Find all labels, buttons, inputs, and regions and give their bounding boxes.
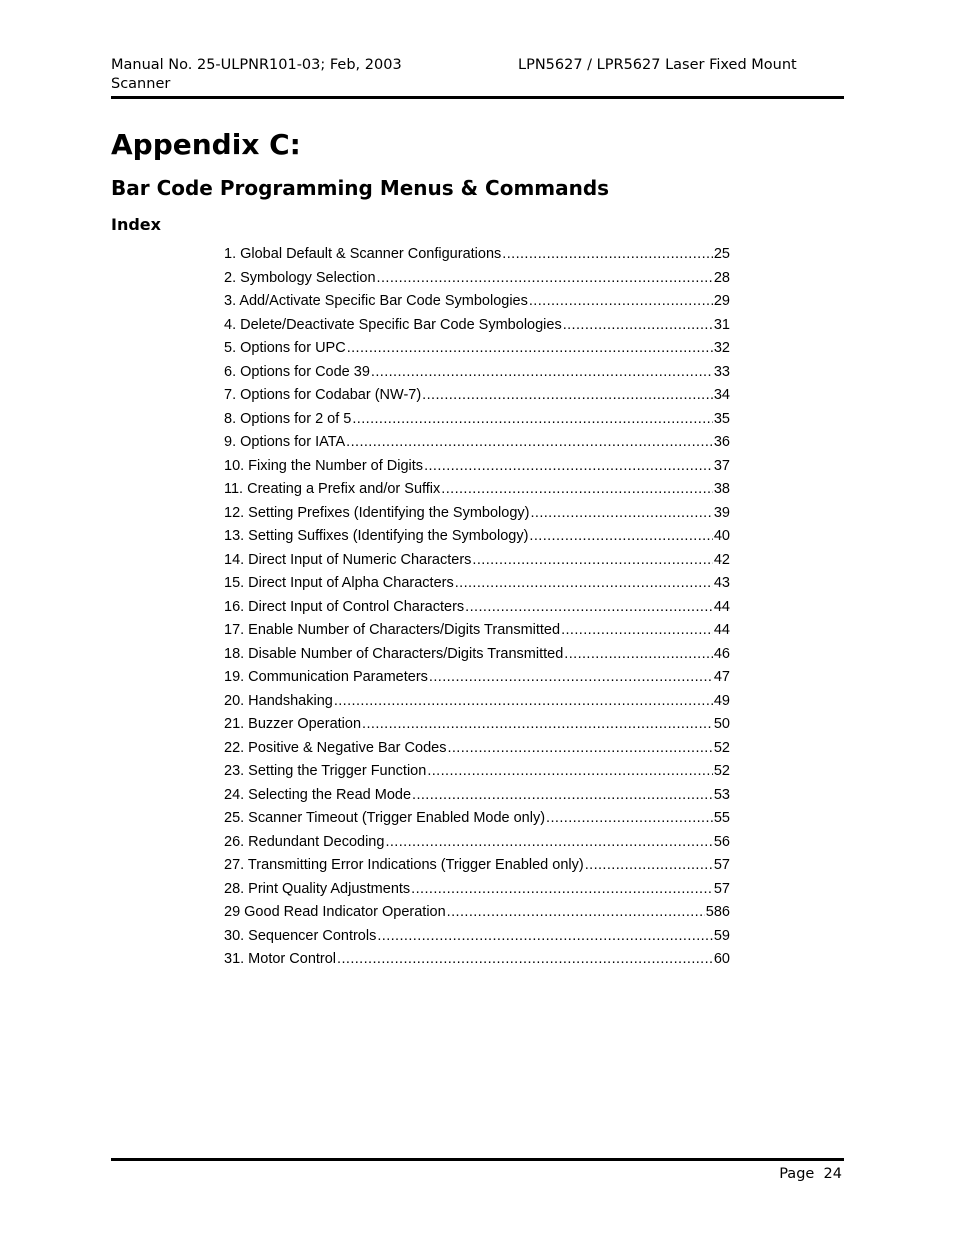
toc-dot-leader (422, 384, 713, 408)
toc-entry-label: 13. Setting Suffixes (Identifying the Symbology) (224, 528, 529, 544)
toc-dot-leader (563, 314, 713, 338)
toc-entry[interactable] (224, 925, 730, 949)
toc-entry[interactable] (224, 361, 730, 385)
toc-entry-label: 27. Transmitting Error Indications (Trigger Enabled only) (224, 857, 584, 873)
toc-entry-page: 40 (713, 528, 730, 544)
toc-entry[interactable] (224, 948, 730, 972)
toc-dot-leader (347, 337, 713, 361)
toc-dot-leader (362, 713, 713, 737)
toc-dot-leader (561, 619, 713, 643)
toc-entry-page: 31 (713, 316, 730, 333)
toc-entry-page: 32 (713, 340, 730, 356)
toc-entry-label: 28. Print Quality Adjustments (224, 880, 411, 897)
toc-dot-leader (424, 455, 713, 479)
toc-entry[interactable] (224, 314, 730, 338)
toc-entry[interactable] (224, 267, 730, 291)
index-heading: Index (111, 215, 161, 234)
toc-dot-leader (529, 525, 712, 549)
toc-entry-label: 22. Positive & Negative Bar Codes (224, 739, 447, 756)
header-product-name: LPN5627 / LPR5627 Laser Fixed Mount (518, 57, 797, 73)
toc-entry[interactable] (224, 878, 730, 902)
toc-entry[interactable] (224, 290, 730, 314)
toc-dot-leader (412, 784, 713, 808)
toc-dot-leader (455, 572, 713, 596)
toc-dot-leader (465, 596, 713, 620)
toc-entry-label: 1. Global Default & Scanner Configurations (224, 246, 502, 262)
toc-entry[interactable] (224, 243, 730, 267)
toc-entry-label: 12. Setting Prefixes (Identifying the Symbology) (224, 504, 530, 521)
toc-entry-label: 20. Handshaking (224, 692, 333, 709)
toc-dot-leader (441, 478, 713, 502)
toc-entry[interactable] (224, 572, 730, 596)
toc-entry-page: 47 (713, 669, 730, 685)
toc-entry-label: 30. Sequencer Controls (224, 927, 377, 944)
toc-dot-leader (371, 361, 713, 385)
toc-entry[interactable] (224, 619, 730, 643)
toc-entry[interactable] (224, 784, 730, 808)
toc-entry-label: 3. Add/Activate Specific Bar Code Symbologies (224, 293, 528, 309)
toc-entry-page: 37 (713, 457, 730, 474)
toc-entry-page: 38 (713, 481, 730, 497)
toc-dot-leader (585, 854, 713, 878)
toc-entry-page: 42 (713, 551, 730, 568)
toc-entry-label: 14. Direct Input of Numeric Characters (224, 551, 472, 568)
toc-entry-page: 52 (713, 763, 730, 779)
toc-entry[interactable] (224, 854, 730, 878)
toc-entry-page: 59 (713, 927, 730, 944)
toc-entry-page: 53 (713, 786, 730, 803)
header-manual-subject: Scanner (111, 76, 171, 92)
toc-entry-label: 31. Motor Control (224, 951, 337, 967)
toc-entry[interactable] (224, 596, 730, 620)
toc-dot-leader (385, 831, 712, 855)
toc-entry-label: 17. Enable Number of Characters/Digits Transmitted (224, 622, 561, 638)
toc-entry-label: 9. Options for IATA (224, 434, 346, 450)
header-manual-number: Manual No. 25-ULPNR101-03; Feb, 2003 (111, 57, 402, 73)
toc-entry-page: 29 (713, 293, 730, 309)
toc-entry-label: 19. Communication Parameters (224, 669, 428, 685)
toc-entry[interactable] (224, 502, 730, 526)
toc-dot-leader (346, 431, 713, 455)
page-subtitle: Bar Code Programming Menus & Commands (111, 176, 610, 200)
toc-entry-page: 57 (713, 857, 730, 873)
toc-dot-leader (427, 760, 713, 784)
toc-entry-label: 5. Options for UPC (224, 340, 346, 356)
toc-entry[interactable] (224, 384, 730, 408)
toc-entry[interactable] (224, 807, 730, 831)
toc-dot-leader (530, 502, 712, 526)
toc-entry-page: 46 (713, 645, 730, 662)
toc-entry-page: 586 (705, 904, 730, 920)
toc-dot-leader (337, 948, 713, 972)
toc-dot-leader (411, 878, 713, 902)
toc-entry-label: 15. Direct Input of Alpha Characters (224, 575, 454, 591)
toc-entry-label: 2. Symbology Selection (224, 269, 376, 286)
toc-entry-label: 18. Disable Number of Characters/Digits Transmitted (224, 645, 564, 662)
toc-entry-label: 4. Delete/Deactivate Specific Bar Code Symbologies (224, 316, 562, 333)
toc-entry-page: 44 (713, 598, 730, 615)
toc-entry[interactable] (224, 337, 730, 361)
toc-entry[interactable] (224, 760, 730, 784)
toc-dot-leader (447, 901, 705, 925)
toc-entry-page: 43 (713, 575, 730, 591)
toc-entry-page: 56 (713, 833, 730, 850)
toc-entry[interactable] (224, 455, 730, 479)
page-number: Page 24 (779, 1166, 842, 1182)
toc-entry-label: 26. Redundant Decoding (224, 833, 385, 850)
toc-entry[interactable] (224, 549, 730, 573)
toc-entry-label: 7. Options for Codabar (NW-7) (224, 387, 422, 403)
toc-entry-label: 11. Creating a Prefix and/or Suffix (224, 481, 441, 497)
toc-entry-page: 34 (713, 387, 730, 403)
toc-entry[interactable] (224, 737, 730, 761)
toc-dot-leader (546, 807, 713, 831)
toc-dot-leader (429, 666, 713, 690)
toc-entry-label: 29 Good Read Indicator Operation (224, 904, 446, 920)
toc-entry-label: 6. Options for Code 39 (224, 363, 370, 380)
toc-entry-label: 25. Scanner Timeout (Trigger Enabled Mode only) (224, 810, 546, 826)
page-header (111, 56, 844, 99)
table-of-contents (224, 243, 730, 972)
toc-entry[interactable] (224, 831, 730, 855)
toc-entry-page: 49 (713, 692, 730, 709)
toc-dot-leader (352, 408, 713, 432)
page-title: Appendix C: (111, 128, 301, 161)
toc-entry-label: 21. Buzzer Operation (224, 716, 362, 732)
toc-dot-leader (334, 690, 713, 714)
toc-entry-label: 10. Fixing the Number of Digits (224, 457, 424, 474)
toc-entry[interactable] (224, 431, 730, 455)
toc-entry-page: 52 (713, 739, 730, 756)
toc-entry[interactable] (224, 408, 730, 432)
toc-dot-leader (377, 925, 713, 949)
toc-entry-page: 44 (713, 622, 730, 638)
toc-entry-page: 50 (713, 716, 730, 732)
toc-dot-leader (502, 243, 713, 267)
toc-entry-page: 33 (713, 363, 730, 380)
toc-dot-leader (472, 549, 712, 573)
toc-entry-label: 8. Options for 2 of 5 (224, 410, 352, 427)
toc-entry-page: 36 (713, 434, 730, 450)
header-manual-info (111, 56, 411, 94)
toc-entry[interactable] (224, 901, 730, 925)
toc-entry[interactable] (224, 690, 730, 714)
toc-dot-leader (377, 267, 713, 291)
page-footer (111, 1158, 844, 1182)
toc-entry[interactable] (224, 478, 730, 502)
toc-entry-page: 55 (713, 810, 730, 826)
toc-entry[interactable] (224, 643, 730, 667)
toc-entry[interactable] (224, 666, 730, 690)
toc-entry-label: 24. Selecting the Read Mode (224, 786, 412, 803)
toc-entry[interactable] (224, 525, 730, 549)
toc-entry-page: 39 (713, 504, 730, 521)
toc-entry-page: 28 (713, 269, 730, 286)
toc-entry-label: 16. Direct Input of Control Characters (224, 598, 465, 615)
toc-entry-page: 25 (713, 246, 730, 262)
toc-entry-label: 23. Setting the Trigger Function (224, 763, 427, 779)
toc-dot-leader (447, 737, 712, 761)
toc-entry-page: 57 (713, 880, 730, 897)
toc-entry[interactable] (224, 713, 730, 737)
toc-entry-page: 35 (713, 410, 730, 427)
toc-dot-leader (529, 290, 713, 314)
toc-entry-page: 60 (713, 951, 730, 967)
toc-dot-leader (564, 643, 713, 667)
